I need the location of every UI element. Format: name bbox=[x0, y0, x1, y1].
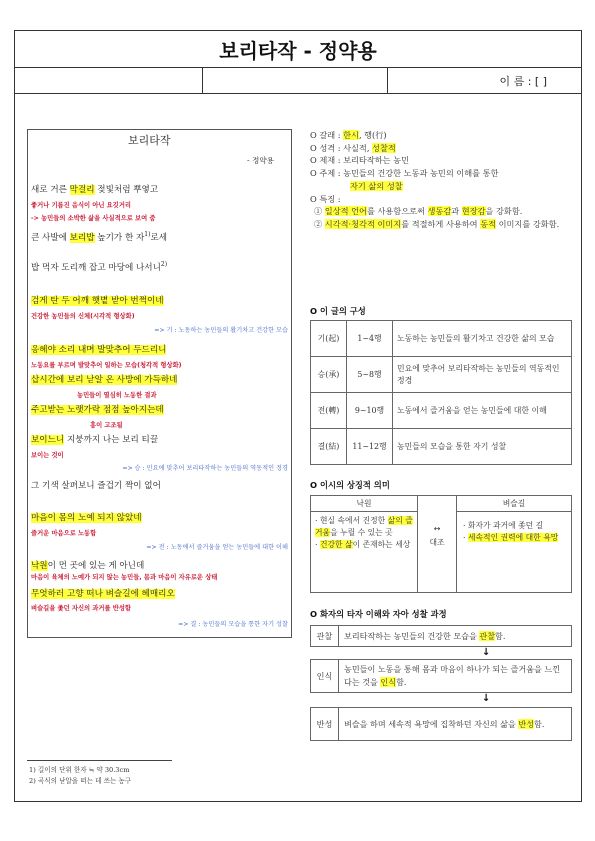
structure-lines: 9~10행 bbox=[347, 393, 393, 429]
info-theme: O 주제 : 농민들의 건강한 노동과 농민의 이해를 통한 자기 삶의 성찰 bbox=[310, 168, 499, 191]
symbol-right-body: · 화자가 과거에 좇던 길 · 세속적인 권력에 대한 욕망 bbox=[463, 521, 559, 543]
symbol-middle bbox=[418, 495, 456, 593]
process-step-label: 인식 bbox=[310, 659, 339, 693]
poem-stage-comment: => 전 : 노동에서 즐거움을 얻는 농민들에 대한 이해 bbox=[146, 544, 288, 551]
structure-desc: 농민들의 모습을 통한 자기 성찰 bbox=[393, 429, 572, 465]
poem-line: 그 기색 살펴보니 즐겁기 짝이 없어 bbox=[31, 481, 161, 491]
info-subject: O 제재 : 보리타작하는 농민 bbox=[310, 155, 409, 166]
blank-cell bbox=[15, 68, 203, 93]
process-step-text: 벼슬을 하며 세속적 욕망에 집착하던 자신의 삶을 반성함. bbox=[339, 707, 572, 741]
structure-lines: 1~4행 bbox=[347, 321, 393, 357]
poem-line: 큰 사발에 보리밥 높기가 한 자$^{1)}$로세 bbox=[31, 231, 168, 243]
symbol-right-box bbox=[456, 495, 572, 593]
process-step-text: 보리타작하는 농민들의 건강한 모습을 관찰함. bbox=[339, 625, 572, 647]
structure-desc: 민요에 맞추어 보리타작하는 농민들의 역동적인 정경 bbox=[393, 357, 572, 393]
structure-desc: 노동하는 농민들의 활기차고 건강한 삶의 모습 bbox=[393, 321, 572, 357]
symbol-left-head: 낙원 bbox=[311, 496, 417, 512]
poem-annotation: 농민들이 열심히 노동한 결과 bbox=[77, 392, 157, 399]
poem-annotation: 흥이 고조됨 bbox=[90, 422, 123, 429]
footnote-2: 2) 곡식의 낟알을 떠는 데 쓰는 농구 bbox=[29, 777, 132, 785]
poem-stage-comment: => 기 : 노동하는 농민들의 활기차고 건강한 모습 bbox=[154, 327, 288, 334]
structure-row bbox=[311, 429, 572, 465]
poem-annotation: 벼슬길을 좇던 자신의 과거를 반성함 bbox=[31, 605, 132, 612]
name-row bbox=[14, 67, 582, 94]
structure-desc: 노동에서 즐거움을 얻는 농민들에 대한 이해 bbox=[393, 393, 572, 429]
structure-row bbox=[311, 393, 572, 429]
info-feature-head: O 특징 : bbox=[310, 193, 341, 204]
blank-cell bbox=[203, 68, 388, 93]
structure-heading: O 이 글의 구성 bbox=[310, 306, 366, 316]
poem-line: 주고받는 노랫가락 점점 높아지는데 bbox=[31, 405, 164, 415]
poem-line: 삽시간에 보리 낟알 온 사방에 가득하네 bbox=[31, 375, 178, 385]
structure-stage: 전(轉) bbox=[311, 393, 347, 429]
symbol-right-head: 벼슬길 bbox=[457, 496, 571, 512]
structure-stage: 승(承) bbox=[311, 357, 347, 393]
process-heading: O 화자의 타자 이해와 자아 성찰 과정 bbox=[310, 609, 447, 619]
process-step bbox=[310, 707, 572, 741]
down-arrow-icon: ↓ bbox=[482, 647, 491, 658]
structure-stage: 기(起) bbox=[311, 321, 347, 357]
down-arrow-icon: ↓ bbox=[482, 693, 491, 704]
footnote-1: 1) 길이의 단위 한자 ≒ 약 30.3cm bbox=[29, 766, 130, 774]
symbol-left-body: · 현실 속에서 진정한 삶의 즐거움을 누릴 수 있는 곳 · 건강한 삶이 존재하는 세상 bbox=[315, 516, 413, 550]
poem-annotation: -> 농민들의 소박한 삶을 사실적으로 보여 줌 bbox=[31, 215, 156, 222]
info-feature-1: ① 일상적 언어를 사용함으로써 생동감과 현장감을 강화함. bbox=[314, 206, 523, 217]
process-step-label: 반성 bbox=[310, 707, 339, 741]
poem-stage-comment: => 승 : 민요에 맞추어 보리타작하는 농민들의 역동적인 정경 bbox=[122, 465, 288, 472]
poem-line: 검게 탄 두 어깨 햇볕 받아 번쩍이네 bbox=[31, 296, 164, 306]
info-feature-2: ② 시각적·청각적 이미지를 적절하게 사용하여 동적 이미지를 강화함. bbox=[314, 218, 560, 229]
structure-stage: 결(結) bbox=[311, 429, 347, 465]
poem-annotation: 좋거나 기름진 음식이 아닌 요깃거리 bbox=[31, 202, 132, 209]
poem-annotation: 건강한 농민들의 신체(시각적 형상화) bbox=[31, 313, 135, 320]
poem-annotation: 보이는 것이 bbox=[31, 452, 64, 459]
symbol-contrast: 대조 bbox=[429, 538, 445, 547]
process-step bbox=[310, 625, 572, 647]
structure-table bbox=[310, 320, 572, 465]
structure-lines: 11~12행 bbox=[347, 429, 393, 465]
poem-line: 무엇하러 고향 떠나 벼슬길에 헤매리오 bbox=[31, 589, 175, 599]
poem-line: 밥 먹자 도리깨 잡고 마당에 나서니$^{2)}$ bbox=[31, 261, 168, 273]
poem-annotation: 마음이 육체의 노예가 되지 않는 농민들, 몸과 마음이 자유로운 상태 bbox=[31, 574, 218, 581]
poem-line: 낙원이 먼 곳에 있는 게 아닌데 bbox=[31, 561, 145, 571]
process-step-label: 관찰 bbox=[310, 625, 339, 647]
poem-line: 마음이 몸의 노예 되지 않았네 bbox=[31, 513, 142, 523]
structure-row bbox=[311, 321, 572, 357]
structure-lines: 5~8행 bbox=[347, 357, 393, 393]
poem-line: 보이느니 지붕까지 나는 보리 티끌 bbox=[31, 435, 159, 445]
process-step-text: 농민들이 노동을 통해 몸과 마음이 하나가 되는 즐거움을 느낀다는 것을 인식함. bbox=[339, 659, 572, 693]
info-nature: O 성격 : 사실적, 성찰적 bbox=[310, 142, 396, 153]
poem-stage-comment: => 결 : 농민들의 모습을 통한 자기 성찰 bbox=[178, 621, 288, 628]
poem-line: 옹헤야 소리 내며 발맞추어 두드리니 bbox=[31, 345, 167, 355]
structure-row bbox=[311, 357, 572, 393]
symbol-left-box bbox=[310, 495, 418, 593]
symbol-arrow: ↔ bbox=[433, 524, 441, 533]
poem-author: - 정약용 bbox=[247, 156, 274, 165]
footnote-divider bbox=[27, 760, 172, 761]
symbol-heading: O 이시의 상징적 의미 bbox=[310, 480, 390, 490]
page-title: 보리타작 - 정약용 bbox=[14, 30, 582, 68]
poem-title: 보리타작 bbox=[128, 134, 171, 147]
name-field[interactable]: 이 름 : [ ] bbox=[499, 74, 547, 88]
poem-line: 새로 거른 막걸리 젖빛처럼 뿌옇고 bbox=[31, 185, 159, 195]
info-genre: O 갈래 : 한시, 행(行) bbox=[310, 130, 387, 140]
process-step bbox=[310, 659, 572, 693]
poem-annotation: 즐거운 마음으로 노동함 bbox=[31, 530, 97, 537]
poem-annotation: 노동요를 부르며 발맞추어 일하는 모습(청각적 형상화) bbox=[31, 362, 182, 369]
info-block bbox=[310, 129, 572, 231]
